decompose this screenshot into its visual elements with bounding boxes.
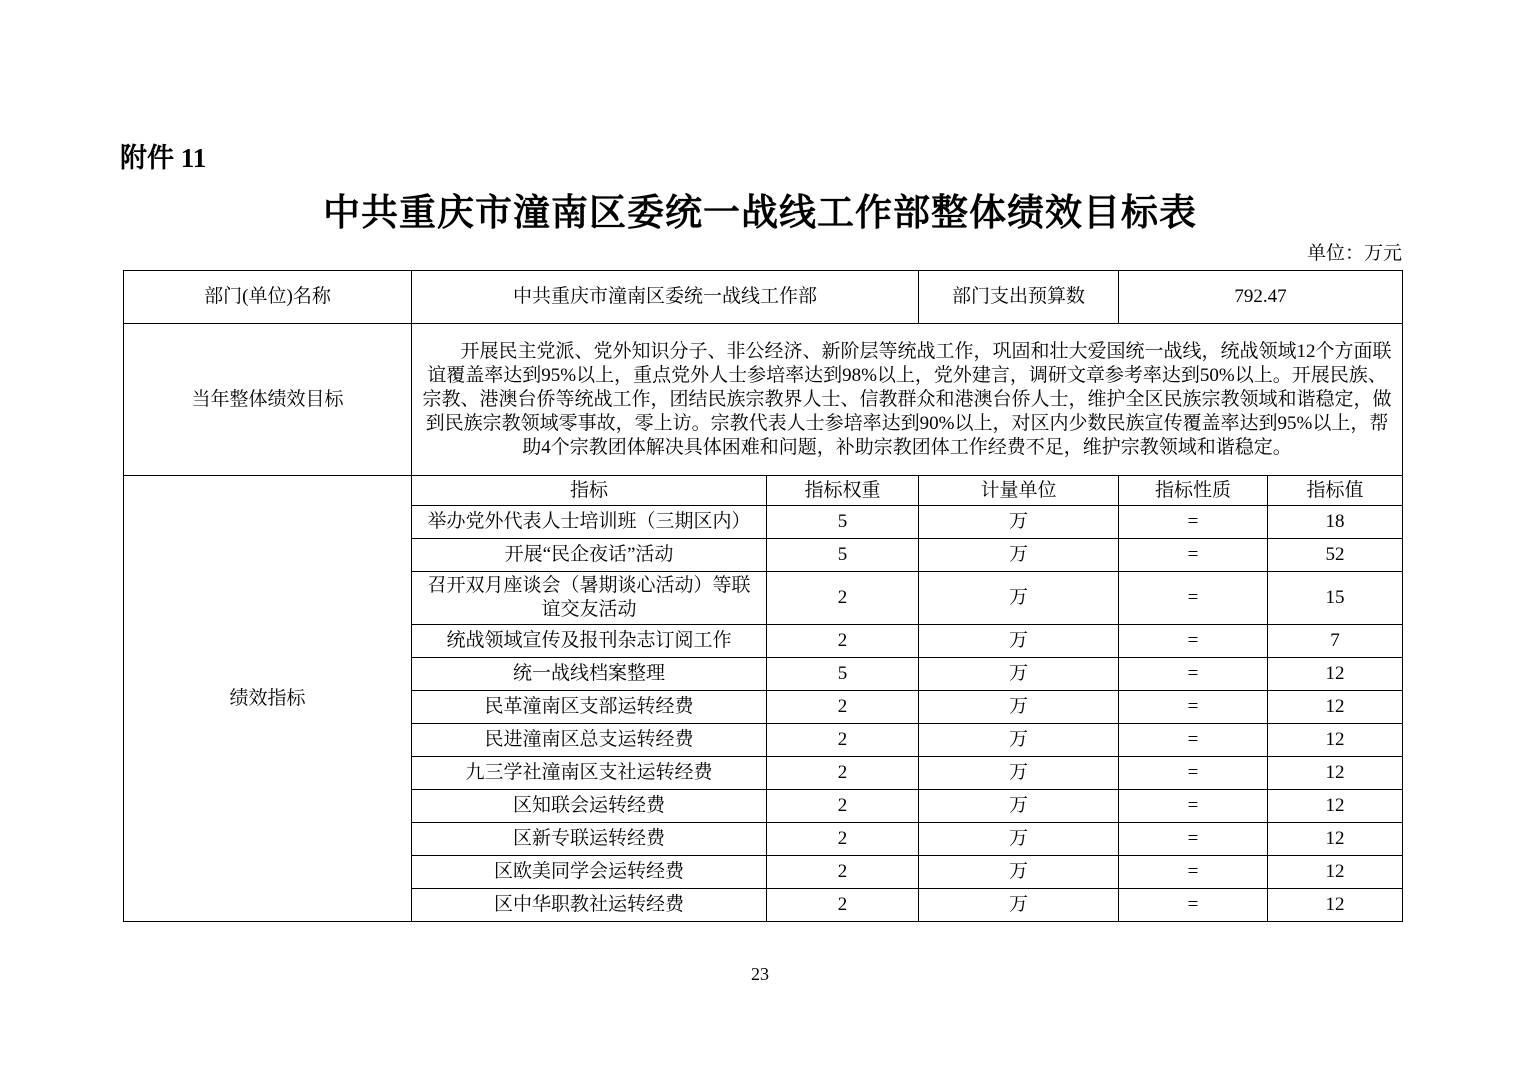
indicator-weight: 2 <box>767 625 919 658</box>
indicator-value: 12 <box>1268 790 1403 823</box>
indicator-value: 18 <box>1268 506 1403 539</box>
col-header-name: 指标 <box>412 476 767 506</box>
indicator-unit: 万 <box>919 658 1119 691</box>
indicator-name: 民革潼南区支部运转经费 <box>412 691 767 724</box>
dept-name-label: 部门(单位)名称 <box>124 271 412 324</box>
indicator-value: 12 <box>1268 757 1403 790</box>
indicator-name: 民进潼南区总支运转经费 <box>412 724 767 757</box>
indicator-nature: = <box>1119 539 1268 572</box>
indicator-nature: = <box>1119 790 1268 823</box>
indicator-nature: = <box>1119 823 1268 856</box>
dept-name-value: 中共重庆市潼南区委统一战线工作部 <box>412 271 919 324</box>
indicator-unit: 万 <box>919 757 1119 790</box>
indicator-unit: 万 <box>919 572 1119 625</box>
indicator-weight: 2 <box>767 823 919 856</box>
budget-label: 部门支出预算数 <box>919 271 1119 324</box>
indicator-nature: = <box>1119 856 1268 889</box>
indicator-weight: 2 <box>767 724 919 757</box>
indicator-weight: 5 <box>767 506 919 539</box>
col-header-nature: 指标性质 <box>1119 476 1268 506</box>
indicator-unit: 万 <box>919 889 1119 922</box>
table-row <box>124 271 1403 324</box>
indicator-weight: 2 <box>767 856 919 889</box>
indicator-value: 15 <box>1268 572 1403 625</box>
indicator-name: 区中华职教社运转经费 <box>412 889 767 922</box>
indicator-value: 12 <box>1268 724 1403 757</box>
indicator-unit: 万 <box>919 539 1119 572</box>
budget-value: 792.47 <box>1119 271 1403 324</box>
indicator-value: 12 <box>1268 889 1403 922</box>
col-header-weight: 指标权重 <box>767 476 919 506</box>
indicator-name: 区欧美同学会运转经费 <box>412 856 767 889</box>
indicator-section-label: 绩效指标 <box>124 476 412 922</box>
col-header-unit: 计量单位 <box>919 476 1119 506</box>
annual-goal-label: 当年整体绩效目标 <box>124 324 412 476</box>
indicator-name: 举办党外代表人士培训班（三期区内） <box>412 506 767 539</box>
indicator-value: 7 <box>1268 625 1403 658</box>
indicator-unit: 万 <box>919 856 1119 889</box>
indicator-nature: = <box>1119 658 1268 691</box>
indicator-unit: 万 <box>919 625 1119 658</box>
indicator-unit: 万 <box>919 823 1119 856</box>
indicator-weight: 2 <box>767 572 919 625</box>
indicator-weight: 2 <box>767 757 919 790</box>
indicator-value: 12 <box>1268 823 1403 856</box>
indicator-name: 统一战线档案整理 <box>412 658 767 691</box>
indicator-value: 12 <box>1268 691 1403 724</box>
table-row <box>124 324 1403 476</box>
col-header-value: 指标值 <box>1268 476 1403 506</box>
indicator-nature: = <box>1119 889 1268 922</box>
indicator-unit: 万 <box>919 790 1119 823</box>
indicator-value: 12 <box>1268 658 1403 691</box>
indicator-weight: 2 <box>767 889 919 922</box>
annual-goal-text: 开展民主党派、党外知识分子、非公经济、新阶层等统战工作，巩固和壮大爱国统一战线，统战领域12个方面联谊覆盖率达到95%以上，重点党外人士参培率达到98%以上，党外建言，调研文章参考率达到50%以上。开展民族、宗教、港澳台侨等统战工作，团结民族宗教界人士、信教群众和港澳台侨人士，维护全区民族宗教领域和谐稳定，做到民族宗教领域零事故，零上访。宗教代表人士参培率达到90%以上，对区内少数民族宣传覆盖率达到95%以上，帮助4个宗教团体解决具体困难和问题，补助宗教团体工作经费不足，维护宗教领域和谐稳定。 <box>412 324 1403 476</box>
indicator-name: 区知联会运转经费 <box>412 790 767 823</box>
indicator-name: 统战领域宣传及报刊杂志订阅工作 <box>412 625 767 658</box>
indicator-nature: = <box>1119 724 1268 757</box>
indicator-nature: = <box>1119 625 1268 658</box>
indicator-value: 52 <box>1268 539 1403 572</box>
indicator-weight: 2 <box>767 790 919 823</box>
indicator-name: 区新专联运转经费 <box>412 823 767 856</box>
attachment-label: 附件 11 <box>120 143 207 173</box>
performance-target-table <box>123 270 1403 922</box>
indicator-nature: = <box>1119 691 1268 724</box>
indicator-weight: 2 <box>767 691 919 724</box>
page-title: 中共重庆市潼南区委统一战线工作部整体绩效目标表 <box>323 193 1197 234</box>
indicator-unit: 万 <box>919 724 1119 757</box>
indicator-nature: = <box>1119 757 1268 790</box>
indicator-name: 开展“民企夜话”活动 <box>412 539 767 572</box>
indicator-weight: 5 <box>767 539 919 572</box>
indicator-header-row <box>124 476 1403 506</box>
unit-note: 单位：万元 <box>1306 243 1402 264</box>
page-number: 23 <box>751 964 769 984</box>
indicator-weight: 5 <box>767 658 919 691</box>
indicator-unit: 万 <box>919 506 1119 539</box>
indicator-name: 召开双月座谈会（暑期谈心活动）等联谊交友活动 <box>412 572 767 625</box>
indicator-name: 九三学社潼南区支社运转经费 <box>412 757 767 790</box>
indicator-nature: = <box>1119 506 1268 539</box>
indicator-value: 12 <box>1268 856 1403 889</box>
indicator-nature: = <box>1119 572 1268 625</box>
indicator-unit: 万 <box>919 691 1119 724</box>
